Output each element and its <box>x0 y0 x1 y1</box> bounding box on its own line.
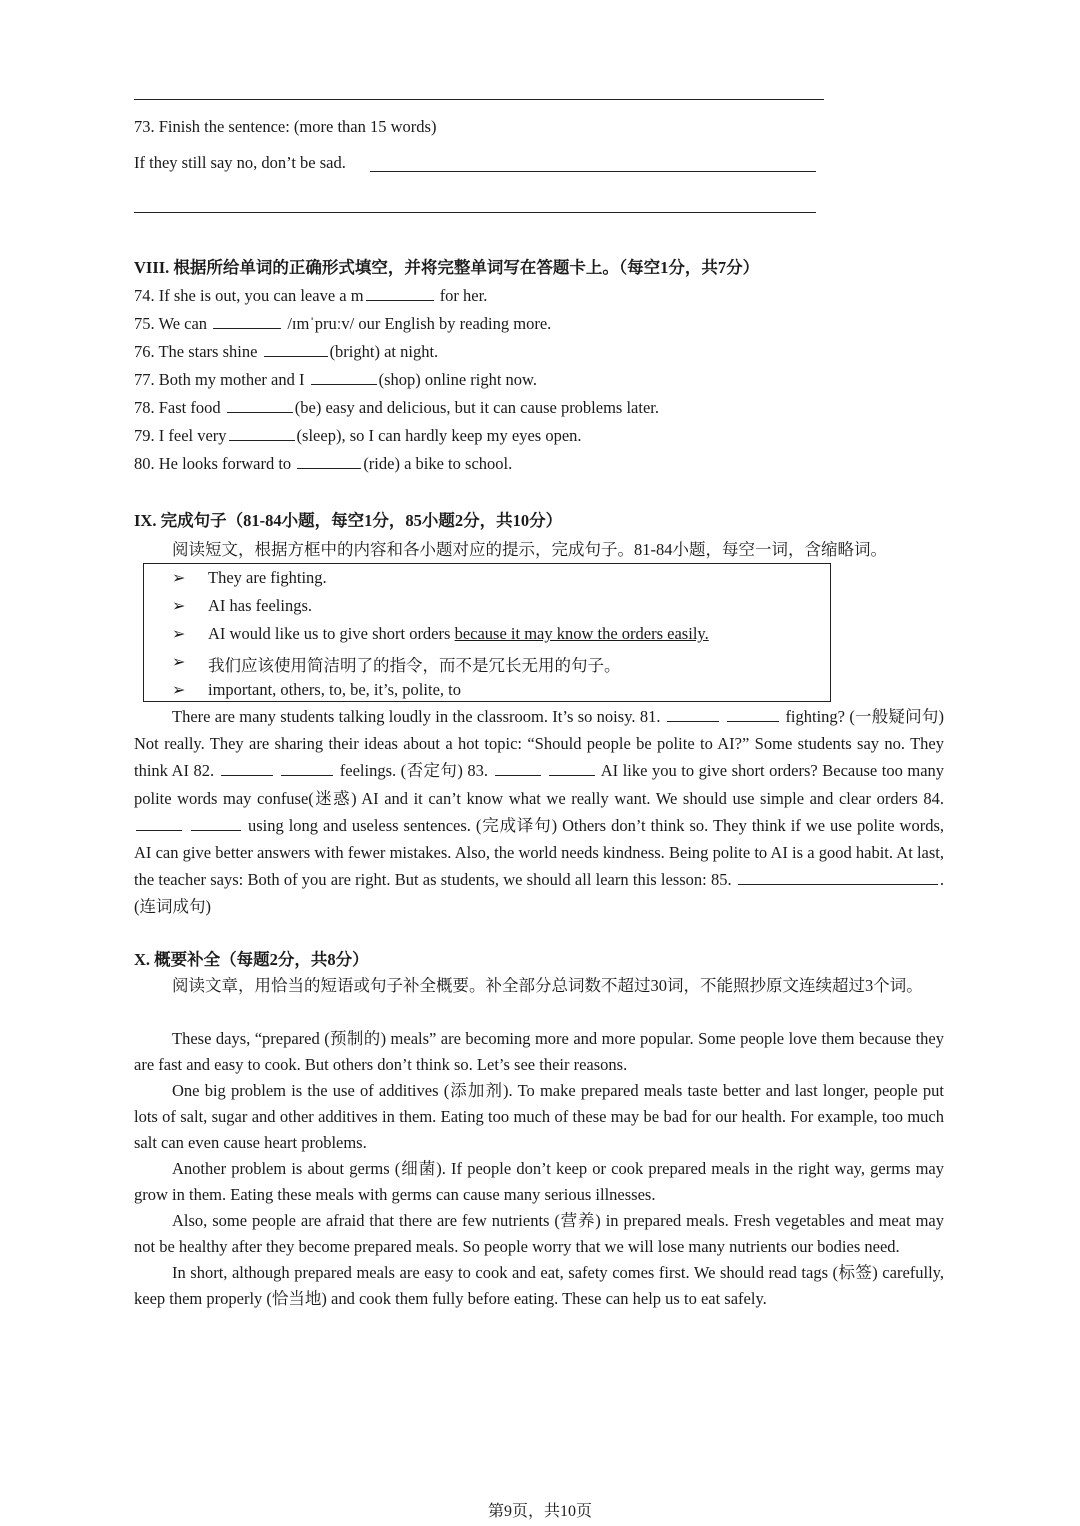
arrow-bullet-icon: ➢ <box>172 654 186 671</box>
arrow-bullet-icon: ➢ <box>172 682 186 699</box>
question-74: 74. If she is out, you can leave a m for her. <box>134 286 488 305</box>
section-10-heading: X. 概要补全（每题2分，共8分） <box>134 950 369 969</box>
answer-blank[interactable] <box>191 816 241 831</box>
q73-prompt: 73. Finish the sentence: (more than 15 words) <box>134 117 437 136</box>
answer-line <box>134 99 824 100</box>
question-75: 75. We can /ɪmˈpruːv/ our English by reading more. <box>134 314 552 333</box>
section-8-heading: VIII. 根据所给单词的正确形式填空，并将完整单词写在答题卡上。（每空1分，共7分） <box>134 258 760 277</box>
arrow-bullet-icon: ➢ <box>172 626 186 643</box>
answer-blank[interactable] <box>221 761 273 776</box>
answer-blank[interactable] <box>738 870 938 885</box>
section-9-passage: There are many students talking loudly in the classroom. It’s so noisy. 81. fighting? (一般疑问句) Not really. They are sharing their ideas about a hot topic: “Should people be polite to AI?” Some students say no. They think AI 82. feelings. (否定句) 83. AI like you to give short orders? Because too many polite words may confuse(迷惑) AI and it can’t know what we really want. We should use simple and clear orders 84. using long and useless sentences. (完成译句) Others don’t think so. They think if we use polite words, AI can give better answers with fewer mistakes. Also, the world needs kindness. Being polite to AI is a good habit. At last, the teacher says: Both of you are right. But as students, we should all learn this lesson: 85. . (连词成句) <box>134 707 945 917</box>
question-76: 76. The stars shine (bright) at night. <box>134 342 439 361</box>
question-78: 78. Fast food (be) easy and delicious, but it can cause problems later. <box>134 398 659 417</box>
arrow-bullet-icon: ➢ <box>172 598 186 615</box>
answer-blank[interactable] <box>281 761 333 776</box>
answer-blank[interactable] <box>667 707 719 722</box>
hint-item: AI would like us to give short orders because it may know the orders easily. <box>208 624 709 643</box>
answer-blank[interactable] <box>227 398 293 413</box>
answer-blank[interactable] <box>229 426 295 441</box>
paragraph: Also, some people are afraid that there are few nutrients (营养) in prepared meals. Fresh vegetables and meat may not be healthy after they become prepared meals. So people worry that we will lose many nutrients our bodies need. <box>134 1211 944 1256</box>
hint-item: They are fighting. <box>208 568 327 587</box>
underlined-hint: because it may know the orders easily. <box>454 624 709 643</box>
answer-line <box>370 171 816 172</box>
question-77: 77. Both my mother and I (shop) online right now. <box>134 370 538 389</box>
hint-item: AI has feelings. <box>208 596 313 615</box>
section-9-instruction: 阅读短文，根据方框中的内容和各小题对应的提示，完成句子。81-84小题，每空一词，含缩略词。 <box>172 540 887 559</box>
hint-item: 我们应该使用简洁明了的指令，而不是冗长无用的句子。 <box>208 656 621 675</box>
answer-blank[interactable] <box>213 314 281 329</box>
page-number: 第9页，共10页 <box>487 1503 592 1520</box>
section-10-instruction: 阅读文章，用恰当的短语或句子补全概要。补全部分总词数不超过30词，不能照抄原文连续超过3个词。 <box>172 976 923 995</box>
answer-blank[interactable] <box>264 342 328 357</box>
arrow-bullet-icon: ➢ <box>172 570 186 587</box>
paragraph: In short, although prepared meals are easy to cook and eat, safety comes first. We should read tags (标签) carefully, keep them properly (恰当地) and cook them fully before eating. These can help us to eat safely. <box>134 1263 944 1308</box>
answer-blank[interactable] <box>549 761 595 776</box>
answer-blank[interactable] <box>297 454 361 469</box>
paragraph: One big problem is the use of additives (添加剂). To make prepared meals taste better and last longer, people put lots of salt, sugar and other additives in them. Eating too much of these may be bad for our health. For example, too much salt can even cause heart problems. <box>134 1081 944 1152</box>
answer-blank[interactable] <box>366 286 434 301</box>
answer-blank[interactable] <box>495 761 541 776</box>
question-79: 79. I feel very (sleep), so I can hardly keep my eyes open. <box>134 426 582 445</box>
answer-blank[interactable] <box>136 816 182 831</box>
paragraph: Another problem is about germs (细菌). If people don’t keep or cook prepared meals in the right way, germs may grow in them. Eating these meals with germs can cause many serious illnesses. <box>134 1159 944 1204</box>
hint-item: important, others, to, be, it’s, polite, to <box>208 680 461 699</box>
answer-line <box>134 212 816 213</box>
question-80: 80. He looks forward to (ride) a bike to school. <box>134 454 513 473</box>
paragraph: These days, “prepared (预制的) meals” are becoming more and more popular. Some people love them because they are fast and easy to cook. But others don’t think so. Let’s see their reasons. <box>134 1029 944 1074</box>
section-10-passage <box>134 1026 944 1312</box>
q73-sentence: If they still say no, don’t be sad. <box>134 153 346 172</box>
answer-blank[interactable] <box>727 707 779 722</box>
section-9-heading: IX. 完成句子（81-84小题，每空1分，85小题2分，共10分） <box>134 511 563 530</box>
answer-blank[interactable] <box>311 370 377 385</box>
